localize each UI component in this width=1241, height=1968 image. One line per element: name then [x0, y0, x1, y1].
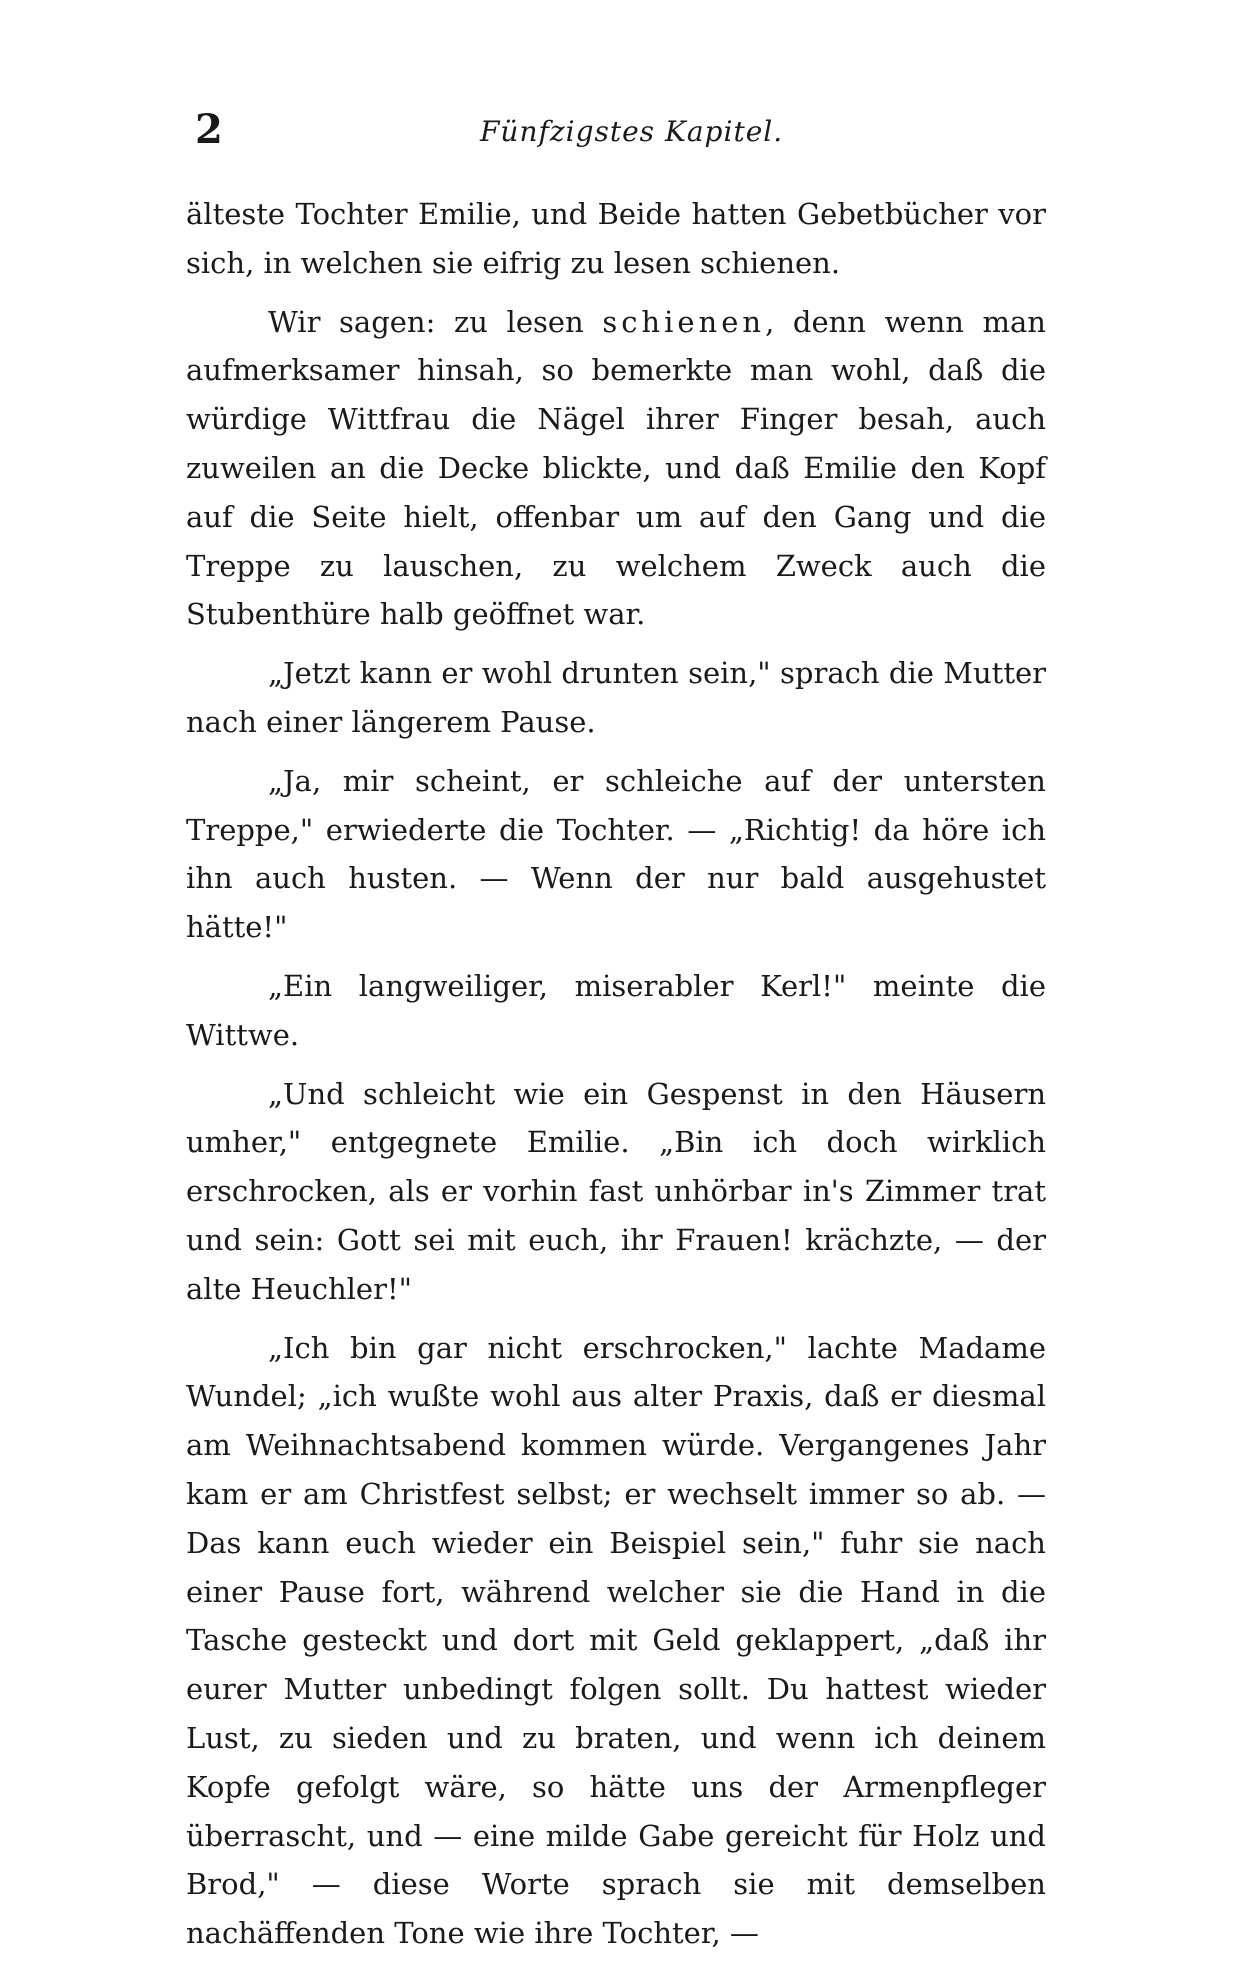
paragraph-7: „Ich bin gar nicht erschrocken," lachte Madame Wundel; „ich wußte wohl aus alter Praxis, daß er diesmal am Weihnachtsabend kommen würde. Vergangenes Jahr kam er am Christfest selbst; er wechselt immer so ab. — Das kann euch wieder ein Beispiel sein," fuhr sie nach einer Pause fort, während welcher sie die Hand in die Tasche gesteckt und dort mit Geld geklappert, „daß ihr eurer Mutter unbedingt folgen sollt. Du hattest wieder Lust, zu sieden und zu braten, und wenn ich deinem Kopfe gefolgt wäre, so hätte uns der Armenpfleger überrascht, und — eine milde Gabe gereicht für Holz und Brod," — diese Worte sprach sie mit demselben nachäffenden Tone wie ihre Tochter, — [186, 1330, 1046, 1951]
page-number: 2 [195, 106, 223, 153]
paragraph-1: älteste Tochter Emilie, und Beide hatten Gebetbücher vor sich, in welchen sie eifrig zu lesen schienen. [186, 197, 1046, 280]
paragraph-2-after: , denn wenn man aufmerksamer hinsah, so bemerkte man wohl, daß die würdige Wittfrau die Nägel ihrer Finger besah, auch zuweilen an die Decke blickte, und daß Emilie den Kopf auf die Seite hielt, offenbar um auf den Gang und die Treppe zu lauschen, zu welchem Zweck auch die Stubenthüre halb geöffnet war. [186, 304, 1046, 632]
paragraph-2 [186, 298, 1046, 640]
paragraph-2-spaced-word: schienen [602, 304, 766, 339]
paragraph-4: „Ja, mir scheint, er schleiche auf der untersten Treppe," erwiederte die Tochter. — „Richtig! da höre ich ihn auch husten. — Wenn der nur bald ausgehustet hätte!" [186, 763, 1046, 945]
paragraph-3: „Jetzt kann er wohl drunten sein," sprach die Mutter nach einer längerem Pause. [186, 656, 1046, 739]
running-head: Fünfzigstes Kapitel. [480, 115, 784, 148]
body-text [186, 190, 1046, 1968]
paragraph-5: „Ein langweiliger, miserabler Kerl!" meinte die Wittwe. [186, 968, 1046, 1052]
paragraph-2-before: Wir sagen: zu lesen [268, 304, 603, 339]
paragraph-6: „Und schleicht wie ein Gespenst in den Häusern umher," entgegnete Emilie. „Bin ich doch wirklich erschrocken, als er vorhin fast unhörbar in's Zimmer trat und sein: Gott sei mit euch, ihr Frauen! krächzte, — der alte Heuchler!" [186, 1076, 1046, 1306]
